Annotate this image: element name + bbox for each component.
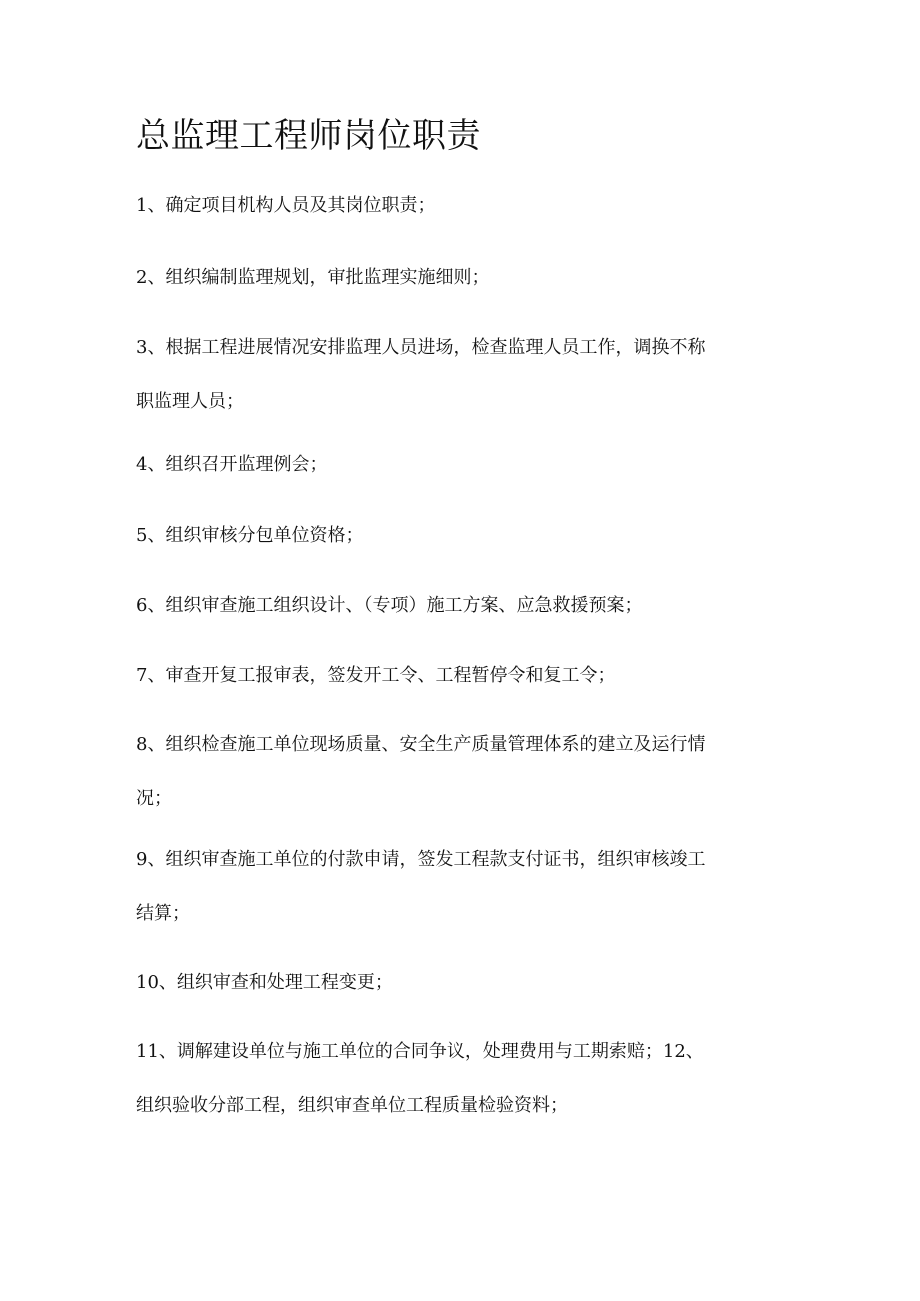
duty-item-line: 9、组织审查施工单位的付款申请，签发工程款支付证书，组织审核竣工: [136, 849, 706, 870]
duty-item-7: [136, 649, 786, 703]
duty-item-line: 2、组织编制监理规划，审批监理实施细则；: [136, 267, 490, 288]
duty-item-line: 3、根据工程进展情况安排监理人员进场，检查监理人员工作，调换不称: [136, 337, 706, 358]
duty-item-line: 11、调解建设单位与施工单位的合同争议，处理费用与工期索赔；12、: [136, 1041, 704, 1062]
duty-item-1: [136, 179, 786, 233]
duty-item-line: 况；: [136, 788, 172, 809]
duty-item-line: 组织验收分部工程，组织审查单位工程质量检验资料；: [136, 1095, 568, 1116]
duty-item-8: [136, 718, 786, 826]
duty-item-line: 7、审查开复工报审表，签发开工令、工程暂停令和复工令；: [136, 665, 616, 686]
duty-item-line: 8、组织检查施工单位现场质量、安全生产质量管理体系的建立及运行情: [136, 734, 706, 755]
duty-item-line: 6、组织审查施工组织设计、（专项）施工方案、应急救援预案；: [136, 595, 643, 616]
duty-item-line: 10、组织审查和处理工程变更；: [136, 972, 393, 993]
duty-item-line: 5、组织审核分包单位资格；: [136, 525, 364, 546]
duty-item-4: [136, 438, 786, 492]
duty-item-line: 4、组织召开监理例会；: [136, 454, 328, 475]
duty-item-2: [136, 251, 786, 305]
duty-item-line: 1、确定项目机构人员及其岗位职责；: [136, 195, 436, 216]
page-title: 总监理工程师岗位职责: [136, 116, 481, 156]
duty-item-10: [136, 956, 786, 1010]
duty-item-3: [136, 321, 786, 429]
duty-item-9: [136, 833, 786, 941]
duty-item-line: 结算；: [136, 903, 190, 924]
duty-item-5: [136, 509, 786, 563]
duty-item-line: 职监理人员；: [136, 391, 244, 412]
duty-item-11-12: [136, 1025, 786, 1133]
duty-item-6: [136, 579, 786, 633]
